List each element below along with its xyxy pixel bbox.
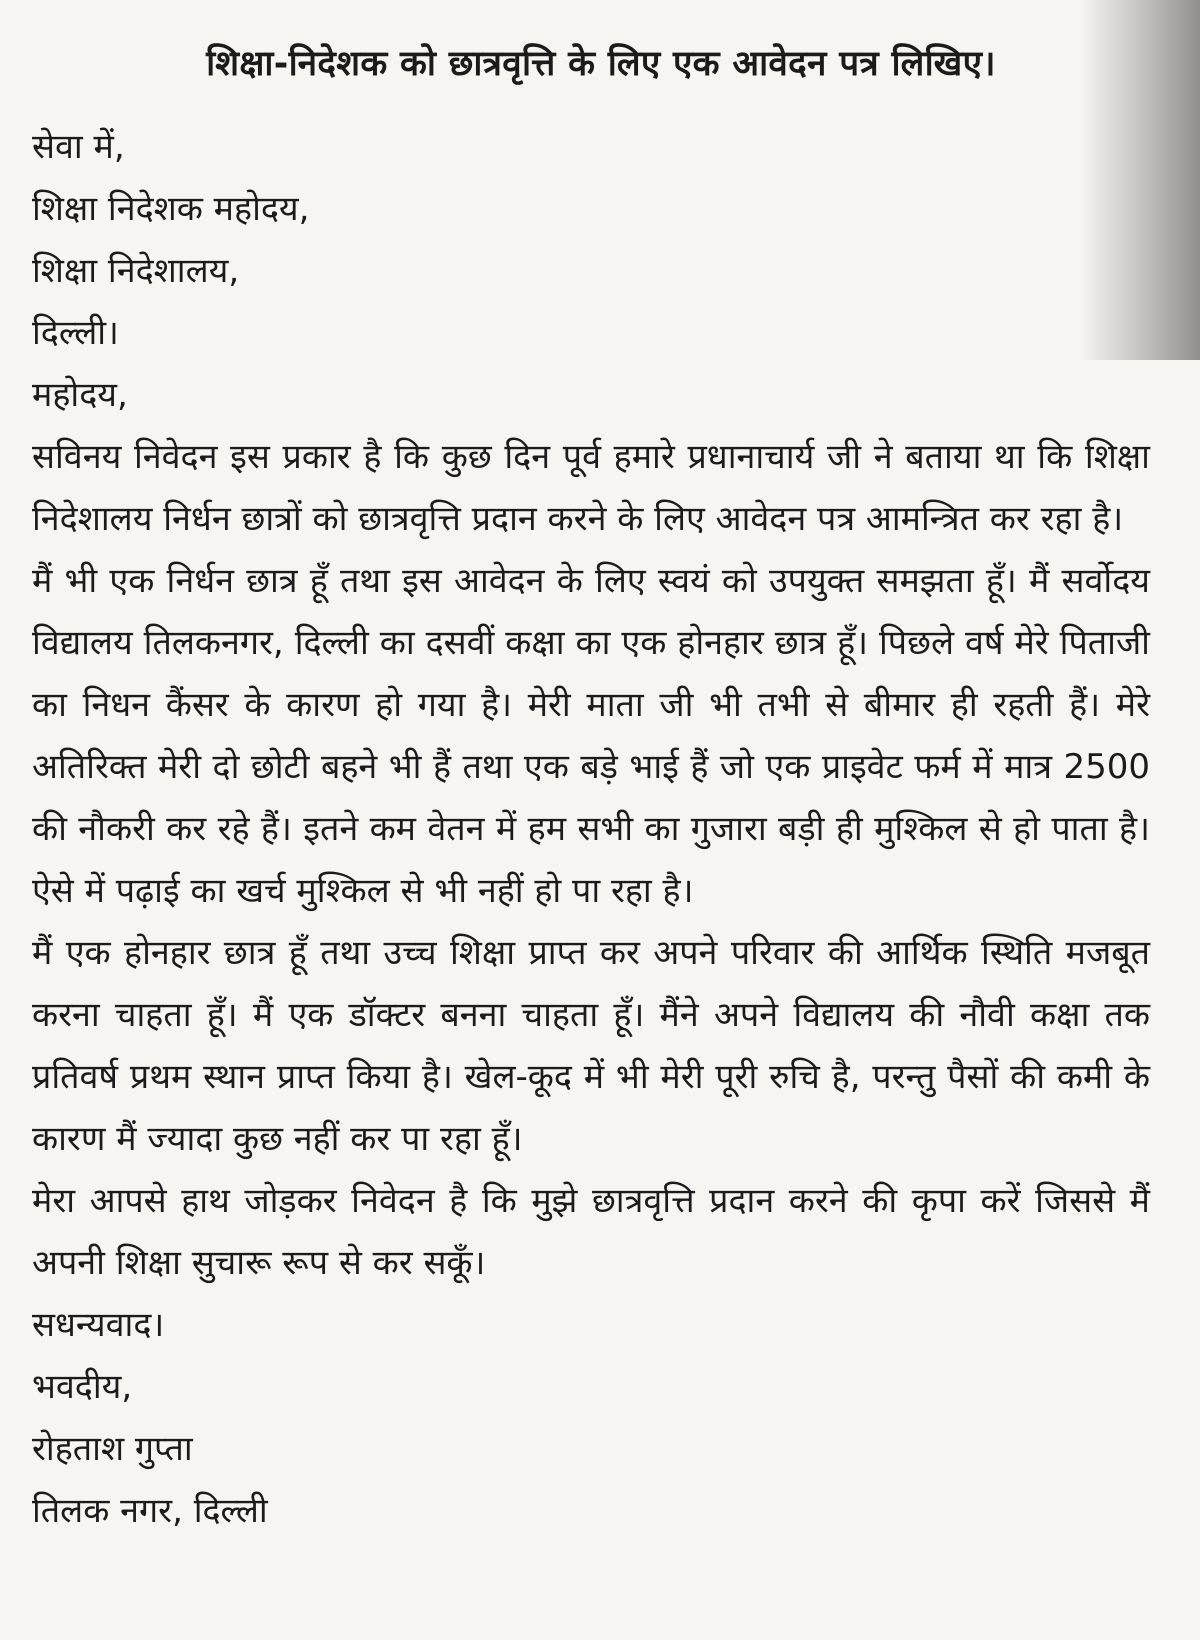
address-line: शिक्षा निदेशालय,: [32, 251, 240, 291]
salutation: महोदय,: [32, 375, 128, 415]
page-title: शिक्षा-निदेशक को छात्रवृत्ति के लिए एक आवेदन पत्र लिखिए।: [206, 44, 996, 84]
address-line: सेवा में,: [32, 127, 125, 167]
body-paragraph: मैं एक होनहार छात्र हूँ तथा उच्च शिक्षा प्राप्त कर अपने परिवार की आर्थिक स्थिति मजबूत करना चाहता हूँ। मैं एक डॉक्टर बनना चाहता हूँ। मैंने अपने विद्यालय की नौवी कक्षा तक प्रतिवर्ष प्रथम स्थान प्राप्त किया है। खेल-कूद में भी मेरी पूरी रुचि है, परन्तु पैसों की कमी के कारण मैं ज्यादा कुछ नहीं कर पा रहा हूँ।: [32, 933, 1150, 1159]
sender-name: रोहताश गुप्ता: [32, 1429, 193, 1469]
body-paragraph: मेरा आपसे हाथ जोड़कर निवेदन है कि मुझे छात्रवृत्ति प्रदान करने की कृपा करें जिससे मैं अपनी शिक्षा सुचारू रूप से कर सकूँ।: [32, 1181, 1150, 1283]
thanks-line: सधन्यवाद।: [32, 1305, 165, 1345]
address-line: शिक्षा निदेशक महोदय,: [32, 189, 310, 229]
address-line: दिल्ली।: [32, 313, 119, 353]
sender-place: तिलक नगर, दिल्ली: [32, 1491, 268, 1531]
recipient-address: [32, 116, 1170, 364]
valediction: भवदीय,: [32, 1367, 133, 1407]
body-paragraph: मैं भी एक निर्धन छात्र हूँ तथा इस आवेदन के लिए स्वयं को उपयुक्त समझता हूँ। मैं सर्वोदय विद्यालय तिलकनगर, दिल्ली का दसवीं कक्षा का एक होनहार छात्र हूँ। पिछले वर्ष मेरे पिताजी का निधन कैंसर के कारण हो गया है। मेरी माता जी भी तभी से बीमार ही रहती हैं। मेरे अतिरिक्त मेरी दो छोटी बहने भी हैं तथा एक बड़े भाई हैं जो एक प्राइवेट फर्म में मात्र 2500 की नौकरी कर रहे हैं। इतने कम वेतन में हम सभी का गुजारा बड़ी ही मुश्किल से हो पाता है। ऐसे में पढ़ाई का खर्च मुश्किल से भी नहीं हो पा रहा है।: [32, 561, 1150, 911]
letter-body: [32, 426, 1170, 1294]
letter-closing: [32, 1294, 1170, 1542]
body-paragraph: सविनय निवेदन इस प्रकार है कि कुछ दिन पूर्व हमारे प्रधानाचार्य जी ने बताया था कि शिक्षा निदेशालय निर्धन छात्रों को छात्रवृत्ति प्रदान करने के लिए आवेदन पत्र आमन्त्रित कर रहा है।: [32, 437, 1150, 539]
